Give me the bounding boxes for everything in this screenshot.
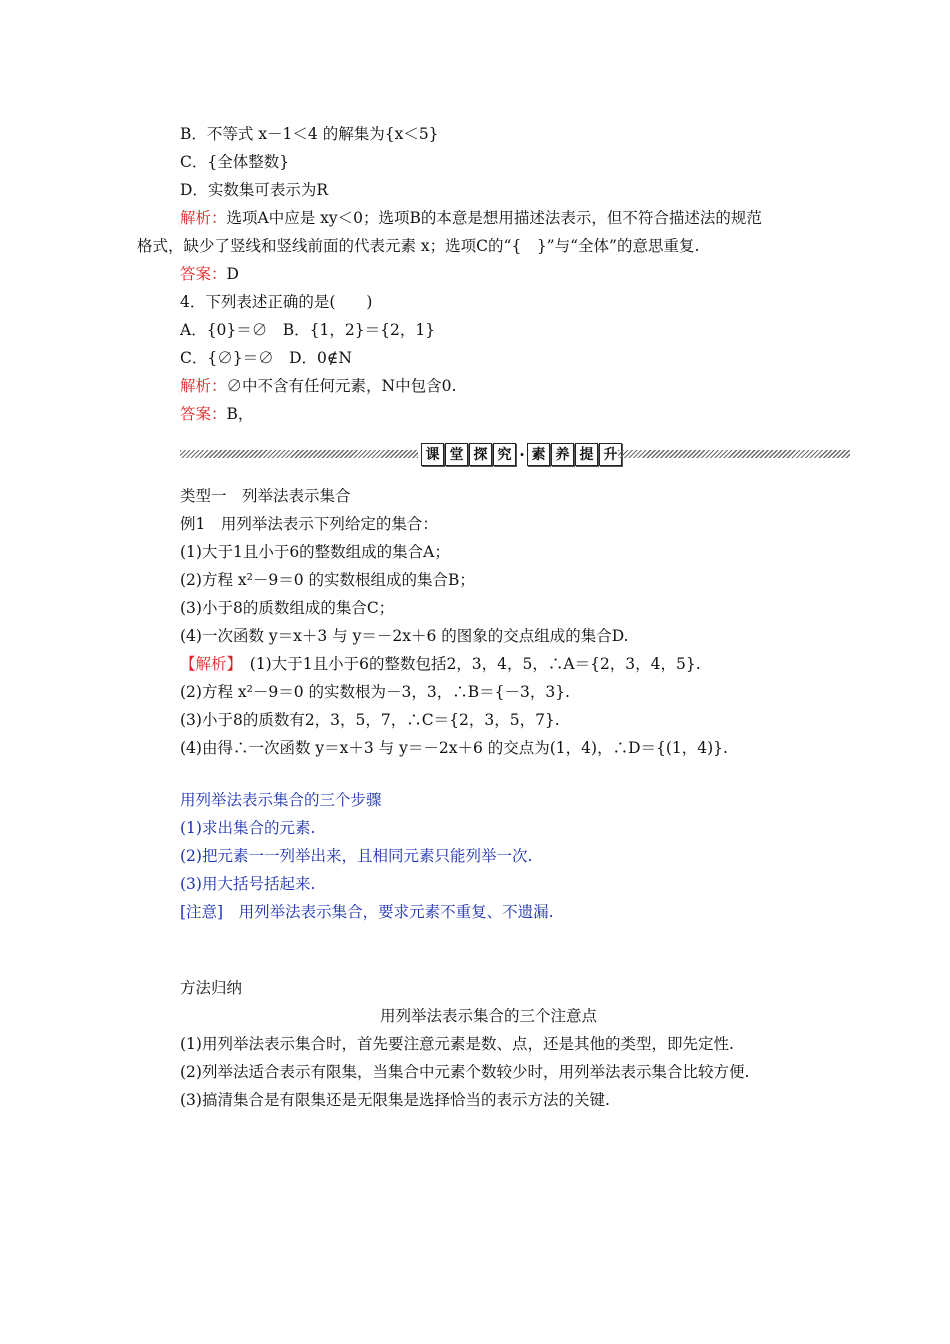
banner-char: 探 [469, 443, 492, 466]
type-title: 类型一 列举法表示集合 [180, 487, 351, 505]
solution-line-1 [180, 654, 701, 674]
answer-line-q4 [180, 404, 253, 424]
example-q4: (4)一次函数 y＝x＋3 与 y＝－2x＋6 的图象的交点组成的集合D. [180, 627, 629, 645]
solution-label: 【解析】 [180, 655, 235, 673]
analysis-text: 选项A中应是 xy＜0；选项B的本意是想用描述法表示，但不符合描述法的规范 [226, 209, 762, 227]
solution-text: (1)大于1且小于6的整数包括2，3，4，5，∴A＝{2，3，4，5}. [234, 655, 701, 673]
solution-line-4: (4)由得∴一次函数 y＝x＋3 与 y＝－2x＋6 的交点为(1，4)，∴D＝{(1，4)}. [180, 739, 728, 757]
banner-char: 升 [599, 443, 622, 466]
method-point-1: (1)用列举法表示集合时，首先要注意元素是数、点，还是其他的类型，即先定性. [180, 1035, 734, 1053]
answer-text: D [226, 265, 239, 283]
method-point-2: (2)列举法适合表示有限集，当集合中元素个数较少时，用列举法表示集合比较方便. [180, 1063, 750, 1081]
solution-line-3: (3)小于8的质数有2，3，5，7，∴C＝{2，3，5，7}. [180, 711, 560, 729]
banner-char: 课 [421, 443, 444, 466]
analysis-label: 解析： [180, 377, 227, 395]
section-banner [180, 442, 850, 466]
banner-char: 养 [551, 443, 574, 466]
answer-text: B， [226, 405, 254, 423]
banner-char: 堂 [445, 443, 468, 466]
answer-line-1 [180, 264, 239, 284]
banner-hatch-left [180, 450, 418, 458]
banner-title [421, 442, 623, 466]
q4-options-ab: A．{0}＝∅ B．{1，2}＝{2，1} [180, 321, 436, 339]
option-c: C．{全体整数} [180, 153, 290, 171]
q4-options-cd: C．{∅}＝∅ D．0∉N [180, 349, 352, 367]
tip-step-2: (2)把元素一一列举出来，且相同元素只能列举一次. [180, 847, 533, 865]
analysis-text: ∅中不含有任何元素，N中包含0. [226, 377, 457, 395]
tip-note: [注意] 用列举法表示集合，要求元素不重复、不遗漏. [180, 903, 554, 921]
example-q1: (1)大于1且小于6的整数组成的集合A； [180, 543, 450, 561]
banner-char: 究 [493, 443, 516, 466]
tip-step-3: (3)用大括号括起来. [180, 875, 316, 893]
banner-dot: · [519, 444, 525, 464]
tip-title: 用列举法表示集合的三个步骤 [180, 791, 382, 809]
method-label: 方法归纳 [180, 979, 243, 997]
banner-char: 提 [575, 443, 598, 466]
answer-label: 答案： [180, 405, 227, 423]
banner-hatch-right [618, 450, 850, 458]
example-q2: (2)方程 x²－9＝0 的实数根组成的集合B； [180, 571, 475, 589]
example-intro: 例1 用列举法表示下列给定的集合： [180, 515, 438, 533]
analysis-label: 解析： [180, 209, 227, 227]
analysis-line-q4 [180, 376, 456, 396]
answer-label: 答案： [180, 265, 227, 283]
tip-step-1: (1)求出集合的元素. [180, 819, 316, 837]
option-b: B．不等式 x－1＜4 的解集为{x＜5} [180, 125, 439, 143]
example-q3: (3)小于8的质数组成的集合C； [180, 599, 395, 617]
method-title: 用列举法表示集合的三个注意点 [380, 1007, 598, 1025]
analysis-line-1 [180, 208, 762, 228]
option-d: D．实数集可表示为R [180, 181, 329, 199]
question-4: 4．下列表述正确的是( ) [180, 293, 373, 311]
banner-char: 素 [527, 443, 550, 466]
method-point-3: (3)搞清集合是有限集还是无限集是选择恰当的表示方法的关键. [180, 1091, 610, 1109]
solution-line-2: (2)方程 x²－9＝0 的实数根为－3，3，∴B＝{－3，3}. [180, 683, 570, 701]
analysis-line-2: 格式，缺少了竖线和竖线前面的代表元素 x；选项C的“{ }”与“全体”的意思重复. [137, 237, 700, 255]
